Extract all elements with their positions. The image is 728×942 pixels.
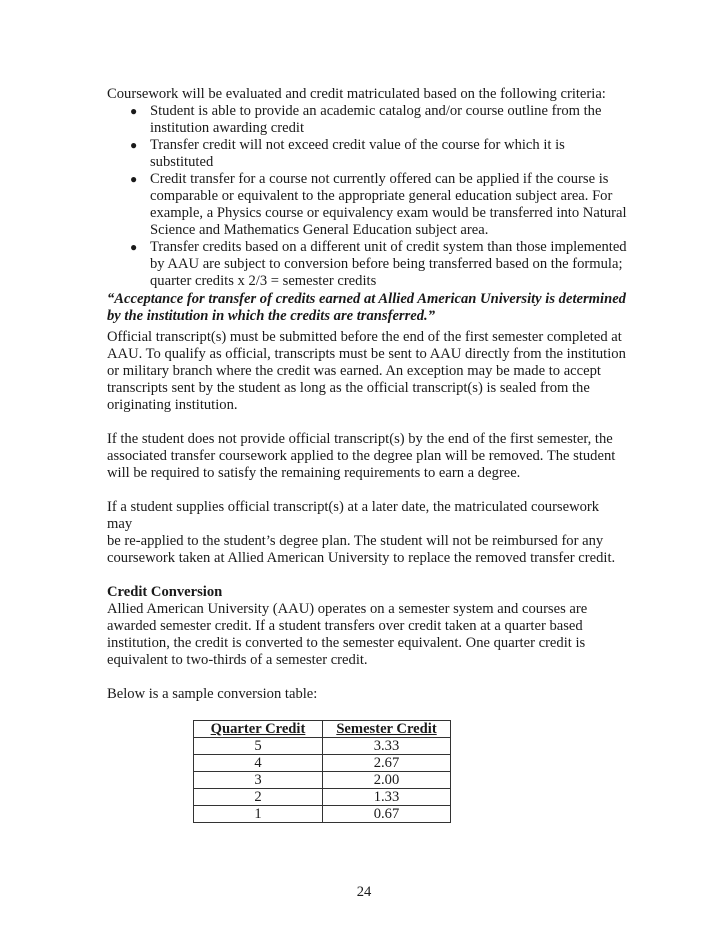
table-row [194, 755, 451, 772]
credit-conversion-section: Credit Conversion Allied American University (AAU) operates on a semester system and courses are awarded semester credit. If a student transfers over credit taken at a quarter based institution, the credit is converted to the semester equivalent. One quarter credit is equivalent to two-thirds of a semester credit. [107, 584, 588, 668]
table-cell: 0.67 [323, 806, 451, 823]
official-transcript-paragraph: Official transcript(s) must be submitted before the end of the first semester completed at AAU. To qualify as official, transcripts must be sent to AAU directly from the institution or military branch where the credit was earned. An exception may be made to accept transcripts sent by the student as long as the official transcript(s) is sealed from the originating institution. [107, 329, 626, 413]
bullet-icon: ● [130, 138, 138, 152]
table-cell: 2 [194, 789, 323, 806]
criteria-item: ● Student is able to provide an academic catalog and/or course outline from the institution awarding credit [130, 103, 602, 136]
criteria-item: ● Transfer credit will not exceed credit value of the course for which it is substituted [130, 137, 565, 170]
table-intro: Below is a sample conversion table: [107, 686, 318, 702]
table-cell: 5 [194, 738, 323, 755]
table-row [194, 738, 451, 755]
late-transcript-paragraph: If a student supplies official transcript(s) at a later date, the matriculated coursework may be re-applied to the student’s degree plan. The student will not be reimbursed for any coursework taken at Allied American University to replace the removed transfer credit. [107, 499, 616, 566]
table-cell: 1.33 [323, 789, 451, 806]
bullet-icon: ● [130, 172, 138, 186]
document-page [107, 86, 627, 823]
criteria-item: ● Credit transfer for a course not currently offered can be applied if the course is comparable or equivalent to the appropriate general education subject area. For example, a Physics course or equivalency exam would be transferred into Natural Science and Mathematics General Education subject area. [130, 171, 627, 238]
bullet-icon: ● [130, 240, 138, 254]
conversion-table [193, 720, 451, 823]
table-cell: 2.00 [323, 772, 451, 789]
missing-transcript-paragraph: If the student does not provide official transcript(s) by the end of the first semester, the associated transfer coursework applied to the degree plan will be removed. The student will be required to satisfy the remaining requirements to earn a degree. [107, 431, 616, 481]
table-row [194, 806, 451, 823]
acceptance-quote: “Acceptance for transfer of credits earned at Allied American University is determined by the institution in which the credits are transferred.” [107, 291, 626, 324]
column-header: Semester Credit [323, 721, 451, 738]
table-cell: 1 [194, 806, 323, 823]
table-row [194, 772, 451, 789]
table-row [194, 789, 451, 806]
table-cell: 2.67 [323, 755, 451, 772]
section-heading: Credit Conversion [107, 584, 223, 600]
bullet-icon: ● [130, 104, 138, 118]
table-cell: 4 [194, 755, 323, 772]
table-cell: 3 [194, 772, 323, 789]
criteria-list [107, 103, 627, 290]
criteria-intro: Coursework will be evaluated and credit matriculated based on the following criteria: [107, 86, 606, 102]
criteria-item: ● Transfer credits based on a different unit of credit system than those implemented by AAU are subject to conversion before being transferred based on the formula; quarter credits x 2/3 = semester credits [130, 239, 627, 289]
column-header: Quarter Credit [194, 721, 323, 738]
table-cell: 3.33 [323, 738, 451, 755]
table-header-row [194, 721, 451, 738]
page-number: 24 [356, 884, 372, 900]
